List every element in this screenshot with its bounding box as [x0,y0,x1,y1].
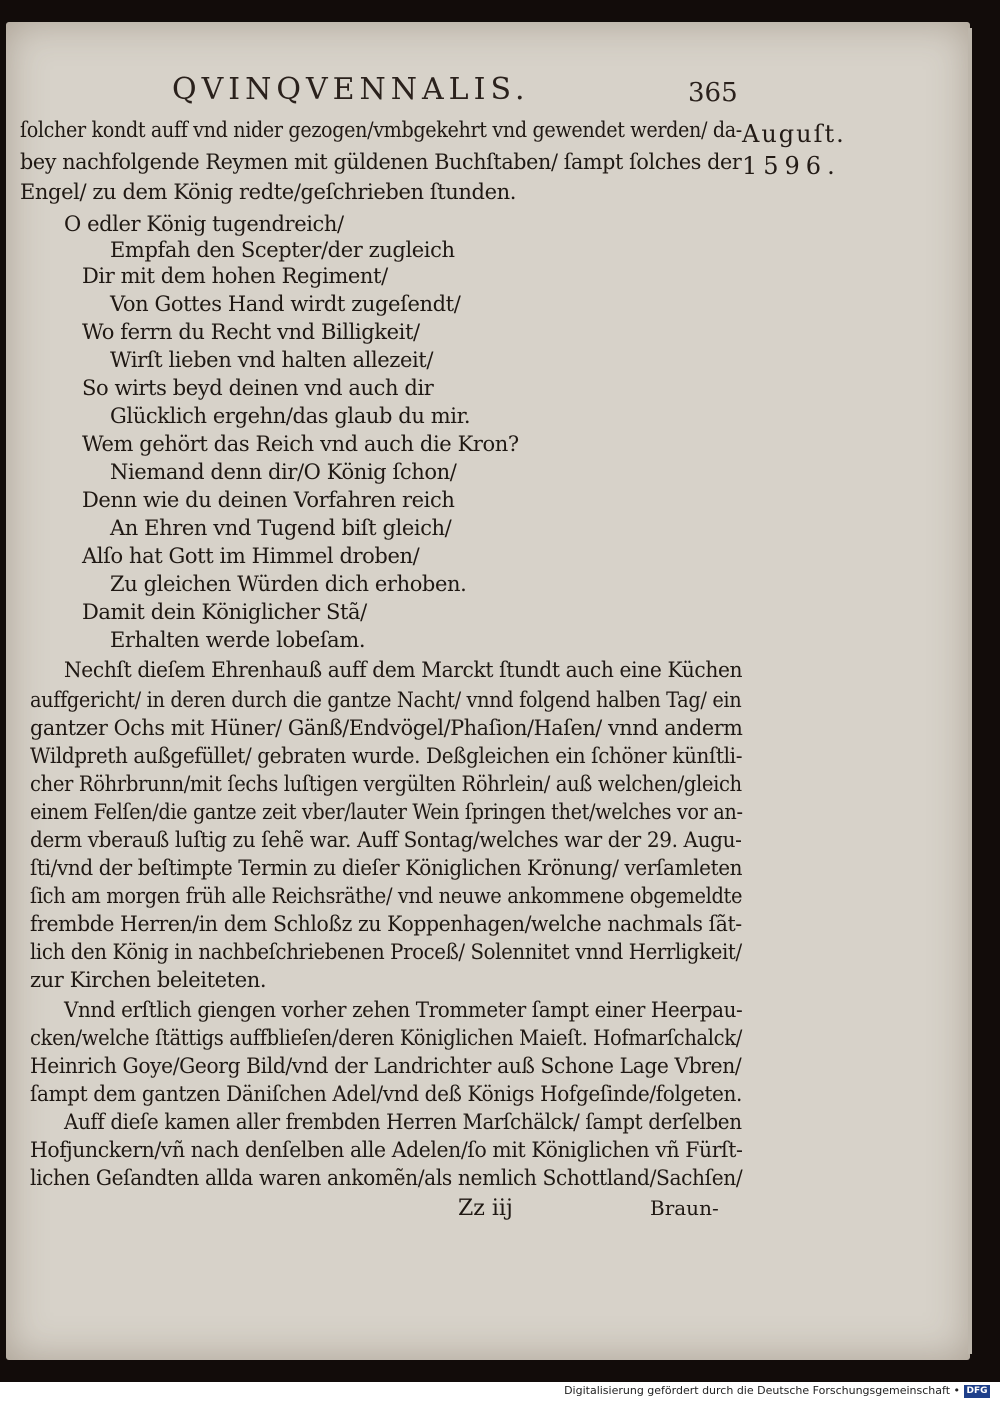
running-head: QVINQVENNALIS. [172,72,530,107]
verse-line: Wo ferrn du Recht vnd Billigkeit/ [82,320,420,344]
text-line: Wildpreth außgefüllet/ gebraten wurde. Deßgleichen ein ſchöner künſtli- [30,744,743,768]
text-line: Nechſt dieſem Ehrenhauß auff dem Marckt ſtundt auch eine Küchen [64,658,743,682]
verse-line: So wirts beyd deinen vnd auch dir [82,376,434,400]
page-number: 365 [688,78,738,108]
text-line: einem Felſen/die gantze zeit vber/lauter Wein ſpringen thet/welches vor an- [30,800,743,824]
text-line: derm vberauß luſtig zu ſehẽ war. Auff Sontag/welches war der 29. Augu- [30,828,742,852]
text-line: ſich am morgen früh alle Reichsräthe/ vnd neuwe ankommene obgemeldte [30,884,743,908]
signature-mark: Zz iij [458,1196,513,1221]
verse-line: Von Gottes Hand wirdt zugeſendt/ [110,292,461,316]
verse-line: Niemand denn dir/O König ſchon/ [110,460,457,484]
verse-line: Glücklich ergehn/das glaub du mir. [110,404,471,428]
text-line: gantzer Ochs mit Hüner/ Gänß/Endvögel/Phaſion/Haſen/ vnnd anderm [30,716,743,740]
margin-note-year: 1596. [742,152,841,180]
text-line: frembde Herren/in dem Schloßz zu Koppenhagen/welche nachmals ſãt- [30,912,742,936]
verse-line: Wem gehört das Reich vnd auch die Kron? [82,432,519,456]
margin-note-month: Auguſt. [742,120,846,148]
text-line: zur Kirchen beleiteten. [30,968,267,992]
verse-line: Denn wie du deinen Vorfahren reich [82,488,455,512]
verse-line: Damit dein Königlicher Stã/ [82,600,367,624]
footer-credit: Digitalisierung gefördert durch die Deutsche Forschungsgemeinschaft • [564,1384,960,1397]
verse-line: Dir mit dem hohen Regiment/ [82,264,388,288]
text-line: cher Röhrbrunn/mit ſechs luſtigen vergülten Röhrlein/ auß welchen/gleich [30,772,742,796]
text-line: cken/welche ſtättigs auffblieſen/deren Königlichen Maieſt. Hofmarſchalck/ [30,1026,742,1050]
text-line: lich den König in nachbeſchriebenen Proceß/ Solennitet vnnd Herrligkeit/ [30,940,742,964]
text-line: Vnnd erſtlich giengen vorher zehen Trommeter ſampt einer Heerpau- [64,998,743,1022]
page-edge [968,28,972,1354]
verse-line: An Ehren vnd Tugend biſt gleich/ [110,516,452,540]
text-line: bey nachfolgende Reymen mit güldenen Buchſtaben/ ſampt ſolches der [20,150,742,174]
verse-line: Wirſt lieben vnd halten allezeit/ [110,348,434,372]
text-line: ſampt dem gantzen Däniſchen Adel/vnd deß Königs Hofgeſinde/folgeten. [30,1082,743,1106]
text-line: Heinrich Goye/Georg Bild/vnd der Landrichter auß Schone Lage Vbren/ [30,1054,742,1078]
verse-line: Erhalten werde lobeſam. [110,628,366,652]
text-line: Engel/ zu dem König redte/geſchrieben ſtunden. [20,180,517,204]
text-line: ſti/vnd der beſtimpte Termin zu dieſer Königlichen Krönung/ verſamleten [30,856,743,880]
verse-line: Empfah den Scepter/der zugleich [110,238,455,262]
dfg-logo: DFG [964,1385,990,1398]
verse-line: O edler König tugendreich/ [64,212,344,236]
text-line: ſolcher kondt auff vnd nider gezogen/vmbgekehrt vnd gewendet werden/ da- [20,118,742,142]
catch-word: Braun- [650,1196,719,1220]
text-line: Auff dieſe kamen aller frembden Herren Marſchälck/ ſampt derſelben [64,1110,742,1134]
text-line: lichen Geſandten allda waren ankomẽn/als nemlich Schottland/Sachſen/ [30,1166,743,1190]
text-line: auffgericht/ in deren durch die gantze Nacht/ vnnd folgend halben Tag/ ein [30,688,742,712]
text-line: Hofjunckern/vñ nach denſelben alle Adelen/ſo mit Königlichen vñ Fürſt- [30,1138,743,1162]
verse-line: Alſo hat Gott im Himmel droben/ [82,544,420,568]
verse-line: Zu gleichen Würden dich erhoben. [110,572,467,596]
